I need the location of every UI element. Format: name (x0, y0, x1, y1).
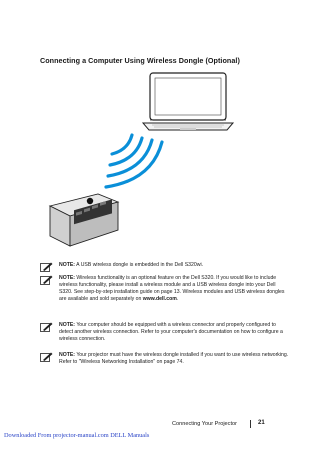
wifi-signal-icon (106, 135, 162, 187)
laptop-icon (143, 73, 233, 130)
note-text: Your projector must have the wireless dongle installed if you want to use wireless networking. Refer to "Wireless Networking Installation" on page 74. (59, 352, 289, 366)
note-4 (40, 352, 290, 366)
projector-icon (40, 194, 118, 246)
page-number: 21 (258, 420, 265, 426)
note-pencil-icon (40, 352, 53, 362)
wireless-connection-illustration (40, 70, 265, 250)
note-text-end: . (176, 296, 179, 303)
section-heading: Connecting a Computer Using Wireless Dongle (Optional) (40, 56, 240, 65)
note-pencil-icon (40, 262, 53, 272)
note-text: Your computer should be equipped with a wireless connector and properly configured to detect another wireless connection. Refer to your computer's documentation on how to configure a wireless connection. (59, 322, 283, 343)
note-label: NOTE: (59, 262, 75, 268)
note-3 (40, 322, 290, 343)
download-watermark[interactable]: Downloaded From projector-manual.com DELL Manuals (4, 432, 150, 439)
note-label: NOTE: (59, 322, 75, 328)
dell-website-link[interactable]: www.dell.com (142, 296, 177, 303)
note-pencil-icon (40, 322, 53, 332)
footer-section-title: Connecting Your Projector (172, 421, 237, 427)
note-1 (40, 262, 290, 269)
note-text: A USB wireless dongle is embedded in the Dell S320wi. (75, 262, 204, 268)
note-2 (40, 275, 290, 303)
footer-divider (250, 420, 251, 428)
note-label: NOTE: (59, 275, 75, 281)
note-label: NOTE: (59, 352, 75, 358)
note-text: Wireless functionality is an optional feature on the Dell S320. If you would like to include wireless functionality, please install a wireless module and a USB wireless dongle into your Dell S320. See step-by-step installation guide on page 13. Wireless modules and USB wireless dongles are available and sold separately on (59, 275, 285, 303)
note-pencil-icon (40, 275, 53, 285)
